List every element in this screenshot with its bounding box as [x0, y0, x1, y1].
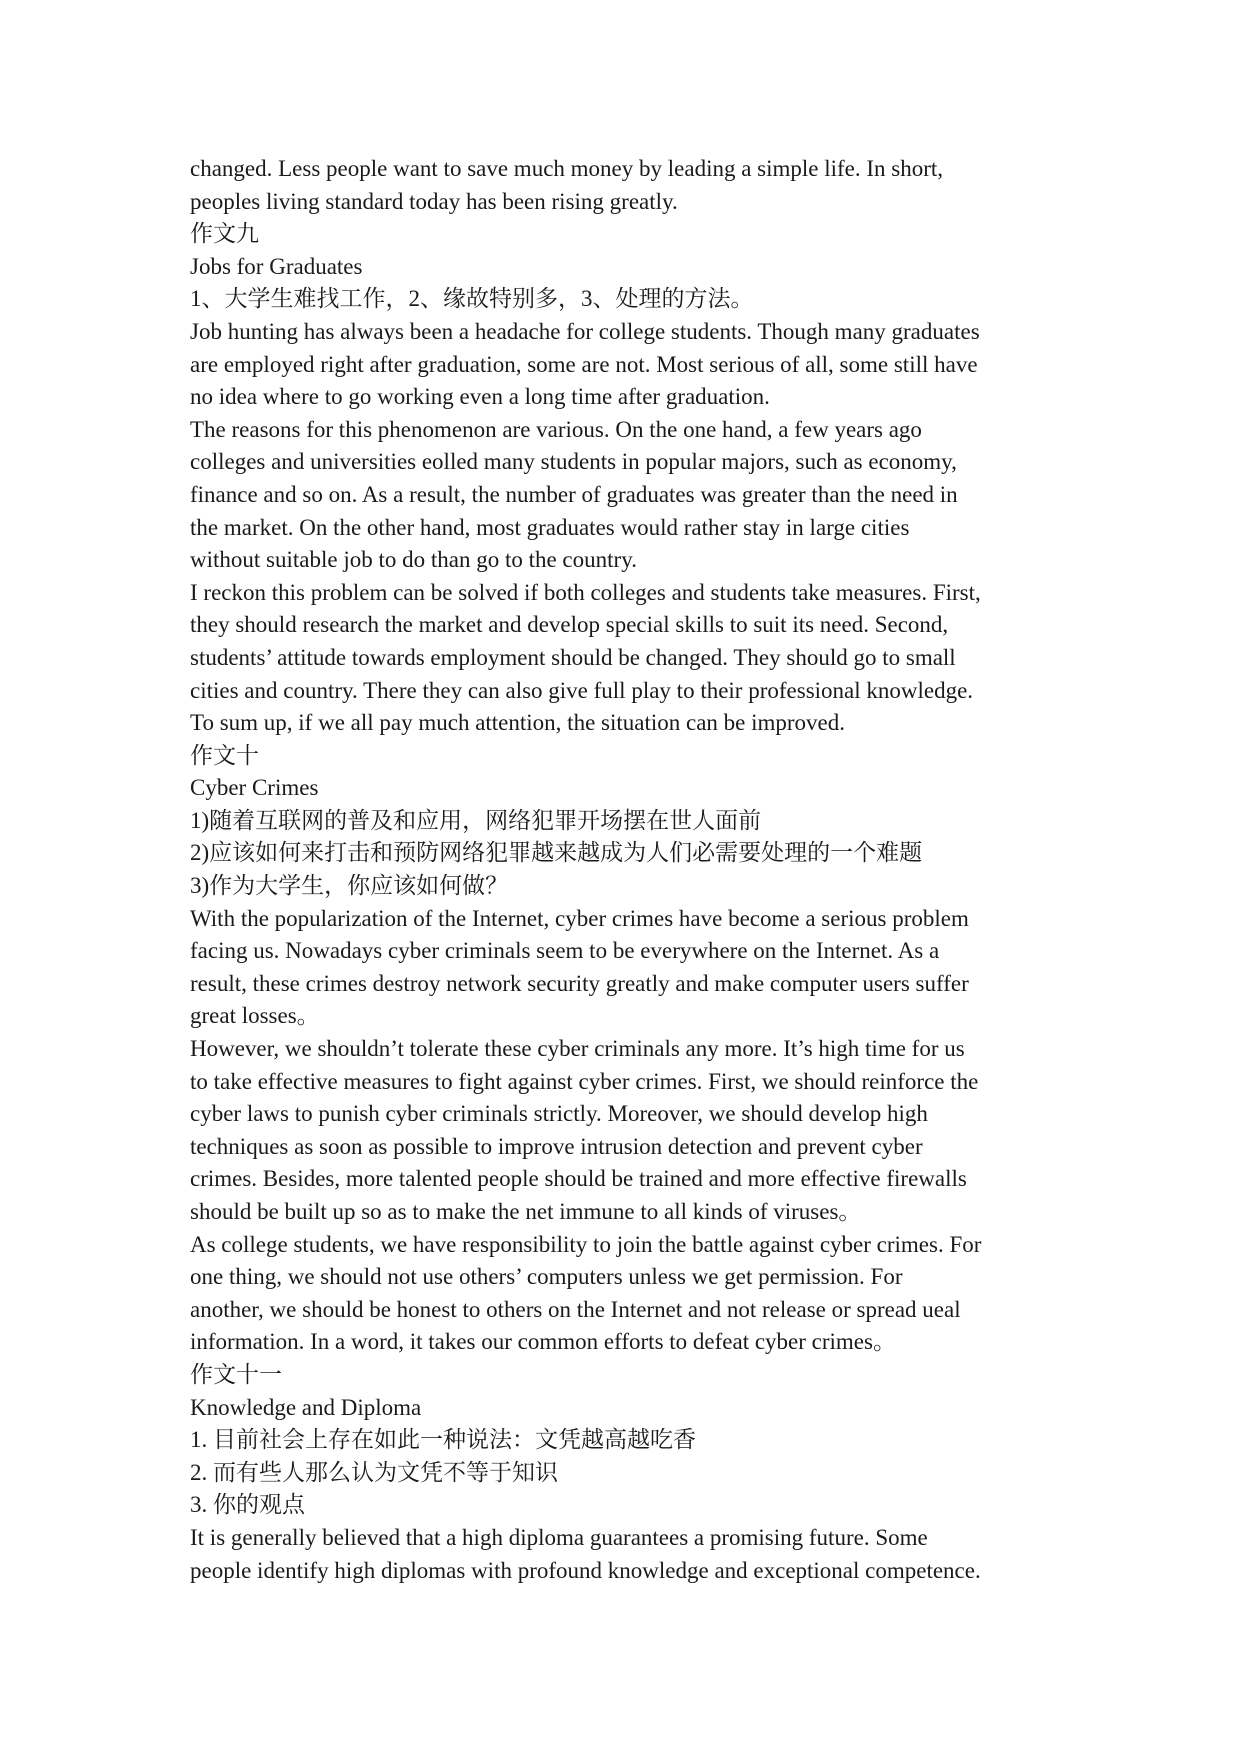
text-line: 作文十 — [190, 742, 259, 768]
text-line: As college students, we have responsibility to join the battle against cyber crimes. For — [190, 1231, 982, 1257]
text-line: peoples living standard today has been rising greatly. — [190, 188, 678, 214]
text-line: people identify high diplomas with profound knowledge and exceptional competence. — [190, 1557, 981, 1583]
text-line: 3)作为大学生，你应该如何做？ — [190, 873, 509, 899]
text-line: the market. On the other hand, most graduates would rather stay in large cities — [190, 514, 910, 540]
document-body — [190, 153, 1070, 1587]
text-line: techniques as soon as possible to improve intrusion detection and prevent cyber — [190, 1133, 923, 1159]
text-line: I reckon this problem can be solved if both colleges and students take measures. First, — [190, 579, 981, 605]
text-line: crimes. Besides, more talented people should be trained and more effective firewalls — [190, 1166, 967, 1192]
text-line: great losses。 — [190, 1003, 320, 1029]
text-line: should be built up so as to make the net immune to all kinds of viruses。 — [190, 1199, 862, 1224]
text-line: Jobs for Graduates — [190, 253, 363, 279]
text-line: It is generally believed that a high diploma guarantees a promising future. Some — [190, 1524, 928, 1550]
text-line: facing us. Nowadays cyber criminals seem to be everywhere on the Internet. As a — [190, 938, 940, 964]
text-line: However, we shouldn’t tolerate these cyber criminals any more. It’s high time for us — [190, 1036, 965, 1062]
text-line: 作文九 — [190, 221, 259, 247]
text-line: Cyber Crimes — [190, 775, 319, 801]
text-line: With the popularization of the Internet, cyber crimes have become a serious problem — [190, 905, 969, 931]
text-line: 作文十一 — [190, 1361, 282, 1387]
text-line: cyber laws to punish cyber criminals strictly. Moreover, we should develop high — [190, 1101, 928, 1127]
text-line: result, these crimes destroy network security greatly and make computer users suffer — [190, 970, 969, 996]
text-line: The reasons for this phenomenon are various. On the one hand, a few years ago — [190, 416, 922, 442]
text-line: without suitable job to do than go to the country. — [190, 547, 637, 573]
text-line: no idea where to go working even a long time after graduation. — [190, 384, 770, 410]
text-line: 1、大学生难找工作，2、缘故特别多，3、处理的方法。 — [190, 286, 754, 312]
text-line: 1)随着互联网的普及和应用，网络犯罪开场摆在世人面前 — [190, 807, 762, 833]
text-line: 1. 目前社会上存在如此一种说法：文凭越高越吃香 — [190, 1427, 696, 1453]
text-line: information. In a word, it takes our common efforts to defeat cyber crimes。 — [190, 1329, 896, 1355]
text-line: To sum up, if we all pay much attention, the situation can be improved. — [190, 710, 846, 736]
text-line: Knowledge and Diploma — [190, 1394, 422, 1420]
text-line: finance and so on. As a result, the number of graduates was greater than the need in — [190, 481, 958, 507]
text-line: changed. Less people want to save much money by leading a simple life. In short, — [190, 156, 944, 181]
text-line: 2. 而有些人那么认为文凭不等于知识 — [190, 1459, 558, 1485]
text-line: 2)应该如何来打击和预防网络犯罪越来越成为人们必需要处理的一个难题 — [190, 840, 923, 866]
text-line: 3. 你的观点 — [190, 1492, 305, 1518]
text-line: Job hunting has always been a headache for college students. Though many graduates — [190, 318, 980, 344]
text-line: one thing, we should not use others’ computers unless we get permission. For — [190, 1264, 903, 1290]
text-line: they should research the market and develop special skills to suit its need. Second, — [190, 612, 949, 638]
text-line: are employed right after graduation, some are not. Most serious of all, some still have — [190, 351, 978, 377]
text-line: cities and country. There they can also give full play to their professional knowledge. — [190, 677, 974, 703]
text-line: colleges and universities eolled many students in popular majors, such as economy, — [190, 449, 957, 475]
text-line: to take effective measures to fight against cyber crimes. First, we should reinforce the — [190, 1068, 979, 1094]
text-line: another, we should be honest to others on the Internet and not release or spread ueal — [190, 1296, 961, 1322]
text-line: students’ attitude towards employment should be changed. They should go to small — [190, 644, 956, 670]
